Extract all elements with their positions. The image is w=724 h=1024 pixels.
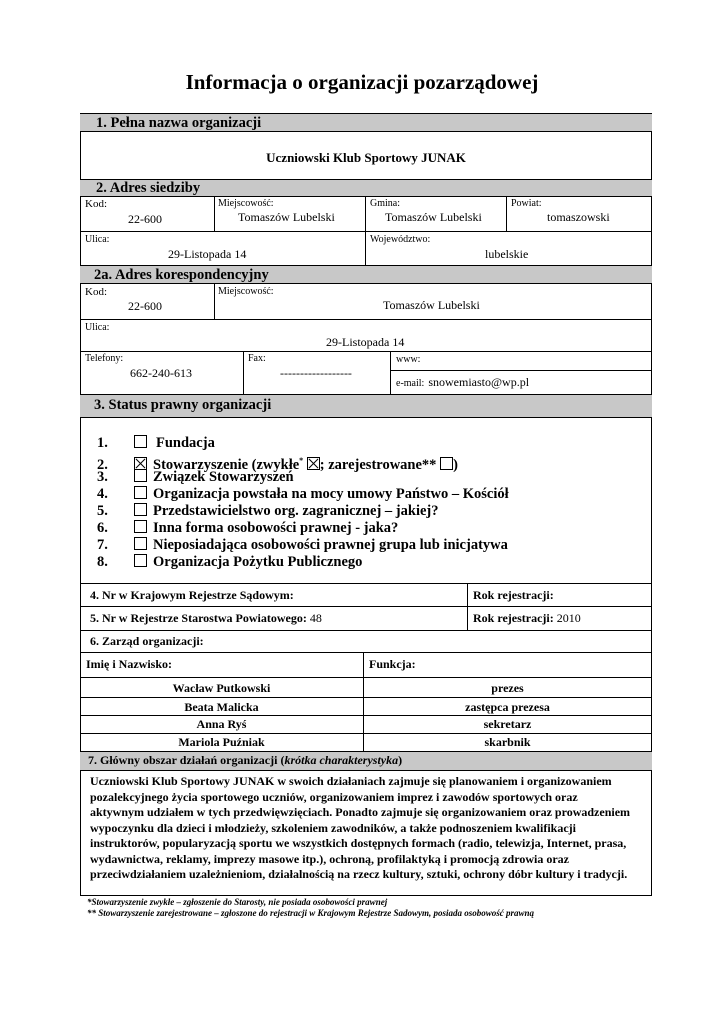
- status-label: Organizacja powstała na mocy umowy Państwo – Kościół: [153, 486, 509, 502]
- ulica-label: Ulica:: [85, 234, 110, 245]
- miejscowosc-value: Tomaszów Lubelski: [238, 210, 335, 224]
- description-line: wypoczynku dla dzieci i młodzieży, szkoleniem zawodników, a także podnoszeniem kwalifikacji: [90, 820, 577, 835]
- description-line: wydawnictwa, reklamy, imprezy masowe itp.), ochroną, profilaktyką i promocją zdrowia oraz: [90, 851, 569, 866]
- board-func: skarbnik: [484, 735, 531, 749]
- starostwo-value: 48: [309, 611, 322, 625]
- wojewodztwo-label: Województwo:: [370, 234, 431, 245]
- section-2-title: 2. Adres siedziby: [96, 180, 201, 196]
- divider: [80, 677, 652, 678]
- fax-label: Fax:: [248, 353, 266, 364]
- item-number: 5.: [97, 503, 108, 519]
- section-2a-title: 2a. Adres korespondencyjny: [94, 267, 269, 283]
- status-item: [97, 520, 509, 537]
- item-number: 2.: [97, 456, 108, 473]
- divider: [80, 606, 652, 607]
- fax-value: ------------------: [280, 366, 352, 380]
- status-label: Inna forma osobowości prawnej - jaka?: [153, 520, 399, 536]
- divider: [390, 351, 391, 394]
- kod-label: Kod:: [85, 198, 107, 210]
- item-number: 7.: [97, 537, 108, 553]
- description-line: przeciwdziałaniem uzależnieniom, działalnością na rzecz kultury, sztuki, ochrony dóbr kultury i tradycji.: [90, 867, 628, 881]
- section-2a-header: [80, 265, 652, 284]
- status-list: [97, 435, 509, 571]
- section-1-header: [80, 113, 652, 132]
- col-func-header: Funkcja:: [369, 657, 416, 671]
- col-name-header: Imię i Nazwisko:: [86, 657, 172, 671]
- kod-2a-value: 22-600: [128, 299, 162, 313]
- footnote-marker: *: [299, 456, 304, 465]
- divider: [365, 231, 366, 265]
- section-6-header: 6. Zarząd organizacji:: [90, 634, 204, 648]
- divider: [506, 197, 507, 231]
- footnote: ** Stowarzyszenie zarejestrowane – zgłoszone do rejestracji w Krajowym Rejestrze Sadowym, posiada osobowość prawną: [87, 908, 535, 918]
- checkbox[interactable]: [134, 554, 147, 567]
- divider: [80, 697, 652, 698]
- status-item: [97, 537, 509, 554]
- wojewodztwo-value: lubelskie: [485, 247, 529, 261]
- description-line: aktywnym udziałem w tych przedwięwzięciach. Ponadto zajmuje się organizowaniem oraz prowadzeniem: [90, 805, 631, 819]
- status-item: [97, 435, 509, 452]
- status-label: Fundacja: [156, 435, 215, 451]
- activity-description: [90, 774, 646, 883]
- starostwo-label: 5. Nr w Rejestrze Starostwa Powiatowego:: [90, 611, 307, 625]
- miejscowosc-2a-label: Miejscowość:: [218, 286, 274, 297]
- section-7-title-italic: krótka charakterystyka: [284, 753, 399, 767]
- section-2-header: [80, 179, 652, 197]
- board-name: Mariola Puźniak: [178, 735, 265, 749]
- divider: [243, 351, 244, 394]
- status-item: [97, 452, 509, 473]
- section-3-header: [80, 394, 652, 418]
- email-row: [396, 373, 529, 391]
- divider: [80, 630, 652, 631]
- status-label: Stowarzyszenie (zwykłe: [153, 456, 300, 473]
- divider: [80, 231, 652, 232]
- divider: [214, 284, 215, 319]
- description-line: instruktorów, popularyzacją sportu we wszystkich dostępnych formach (radio, telewizja, Internet, prasa,: [90, 836, 627, 850]
- section-1-title: 1. Pełna nazwa organizacji: [96, 115, 262, 131]
- footnote: *Stowarzyszenie zwykłe – zgłoszenie do Starosty, nie posiada osobowości prawnej: [87, 897, 388, 907]
- miejscowosc-label: Miejscowość:: [218, 198, 274, 209]
- divider: [80, 319, 652, 320]
- divider: [80, 733, 652, 734]
- starostwo-rok-label: Rok rejestracji:: [473, 611, 554, 625]
- organization-name: Uczniowski Klub Sportowy JUNAK: [266, 150, 466, 165]
- board-name: Anna Ryś: [196, 717, 247, 731]
- item-number: 6.: [97, 520, 108, 536]
- www-label: www:: [396, 354, 421, 365]
- telefony-label: Telefony:: [85, 353, 124, 364]
- status-label-suffix: ; zarejestrowane**: [319, 456, 437, 473]
- divider: [80, 583, 652, 584]
- section-7-header: [80, 751, 652, 771]
- page-title: Informacja o organizacji pozarządowej: [185, 70, 539, 94]
- checkbox-checked[interactable]: [134, 457, 147, 470]
- item-number: 1.: [97, 435, 108, 451]
- checkbox[interactable]: [134, 503, 147, 516]
- checkbox[interactable]: [134, 537, 147, 550]
- section-3-title: 3. Status prawny organizacji: [94, 397, 272, 413]
- krs-rok-label: Rok rejestracji:: [473, 588, 554, 602]
- checkbox[interactable]: [134, 486, 147, 499]
- status-label: Związek Stowarzyszeń: [153, 469, 294, 485]
- board-func: zastępca prezesa: [465, 700, 550, 714]
- divider: [390, 370, 652, 371]
- ulica-value: 29-Listopada 14: [168, 247, 247, 261]
- gmina-value: Tomaszów Lubelski: [385, 210, 482, 224]
- checkbox[interactable]: [440, 457, 453, 470]
- ulica-2a-value: 29-Listopada 14: [326, 335, 405, 349]
- divider: [214, 197, 215, 231]
- status-label: Nieposiadająca osobowości prawnej grupa lub inicjatywa: [153, 537, 508, 553]
- section-7-title-end: ): [398, 753, 403, 767]
- checkbox[interactable]: [134, 469, 147, 482]
- checkbox[interactable]: [134, 435, 147, 448]
- status-item: [97, 503, 509, 520]
- item-number: 3.: [97, 469, 108, 485]
- description-line: pozalekcyjnego życia sportowego uczniów, organizowaniem imprez i zawodów sportowych oraz: [90, 789, 578, 804]
- starostwo-rok-row: [473, 611, 581, 626]
- board-func: sekretarz: [483, 717, 532, 731]
- checkbox[interactable]: [134, 520, 147, 533]
- telefony-value: 662-240-613: [130, 366, 192, 380]
- board-name: Beata Malicka: [184, 700, 259, 714]
- powiat-label: Powiat:: [511, 198, 542, 209]
- status-label: Przedstawicielstwo org. zagranicznej – jakiej?: [153, 503, 439, 519]
- closing-paren: ): [453, 456, 458, 473]
- gmina-label: Gmina:: [370, 198, 400, 209]
- email-label: e-mail:: [396, 378, 425, 389]
- section-7-title: 7. Główny obszar działań organizacji (: [88, 753, 285, 767]
- board-func: prezes: [491, 681, 524, 695]
- starostwo-row: [90, 611, 322, 626]
- status-item: [97, 554, 509, 571]
- divider: [365, 197, 366, 231]
- krs-label: 4. Nr w Krajowym Rejestrze Sądowym:: [90, 588, 294, 602]
- status-item: [97, 486, 509, 503]
- kod-2a-label: Kod:: [85, 286, 107, 298]
- board-name: Wacław Putkowski: [172, 681, 271, 695]
- ulica-2a-label: Ulica:: [85, 322, 110, 333]
- starostwo-rok-value: 2010: [556, 611, 581, 625]
- checkbox-checked[interactable]: [307, 457, 320, 470]
- item-number: 4.: [97, 486, 108, 502]
- email-value: snowemiasto@wp.pl: [428, 375, 530, 389]
- item-number: 8.: [97, 554, 108, 570]
- divider: [80, 351, 652, 352]
- status-label: Organizacja Pożytku Publicznego: [153, 554, 363, 570]
- divider: [80, 652, 652, 653]
- powiat-value: tomaszowski: [547, 210, 610, 224]
- miejscowosc-2a-value: Tomaszów Lubelski: [383, 298, 480, 312]
- description-line: Uczniowski Klub Sportowy JUNAK w swoich działaniach zajmuje się planowaniem i organizowaniem: [90, 774, 612, 788]
- divider: [80, 715, 652, 716]
- kod-value: 22-600: [128, 212, 162, 226]
